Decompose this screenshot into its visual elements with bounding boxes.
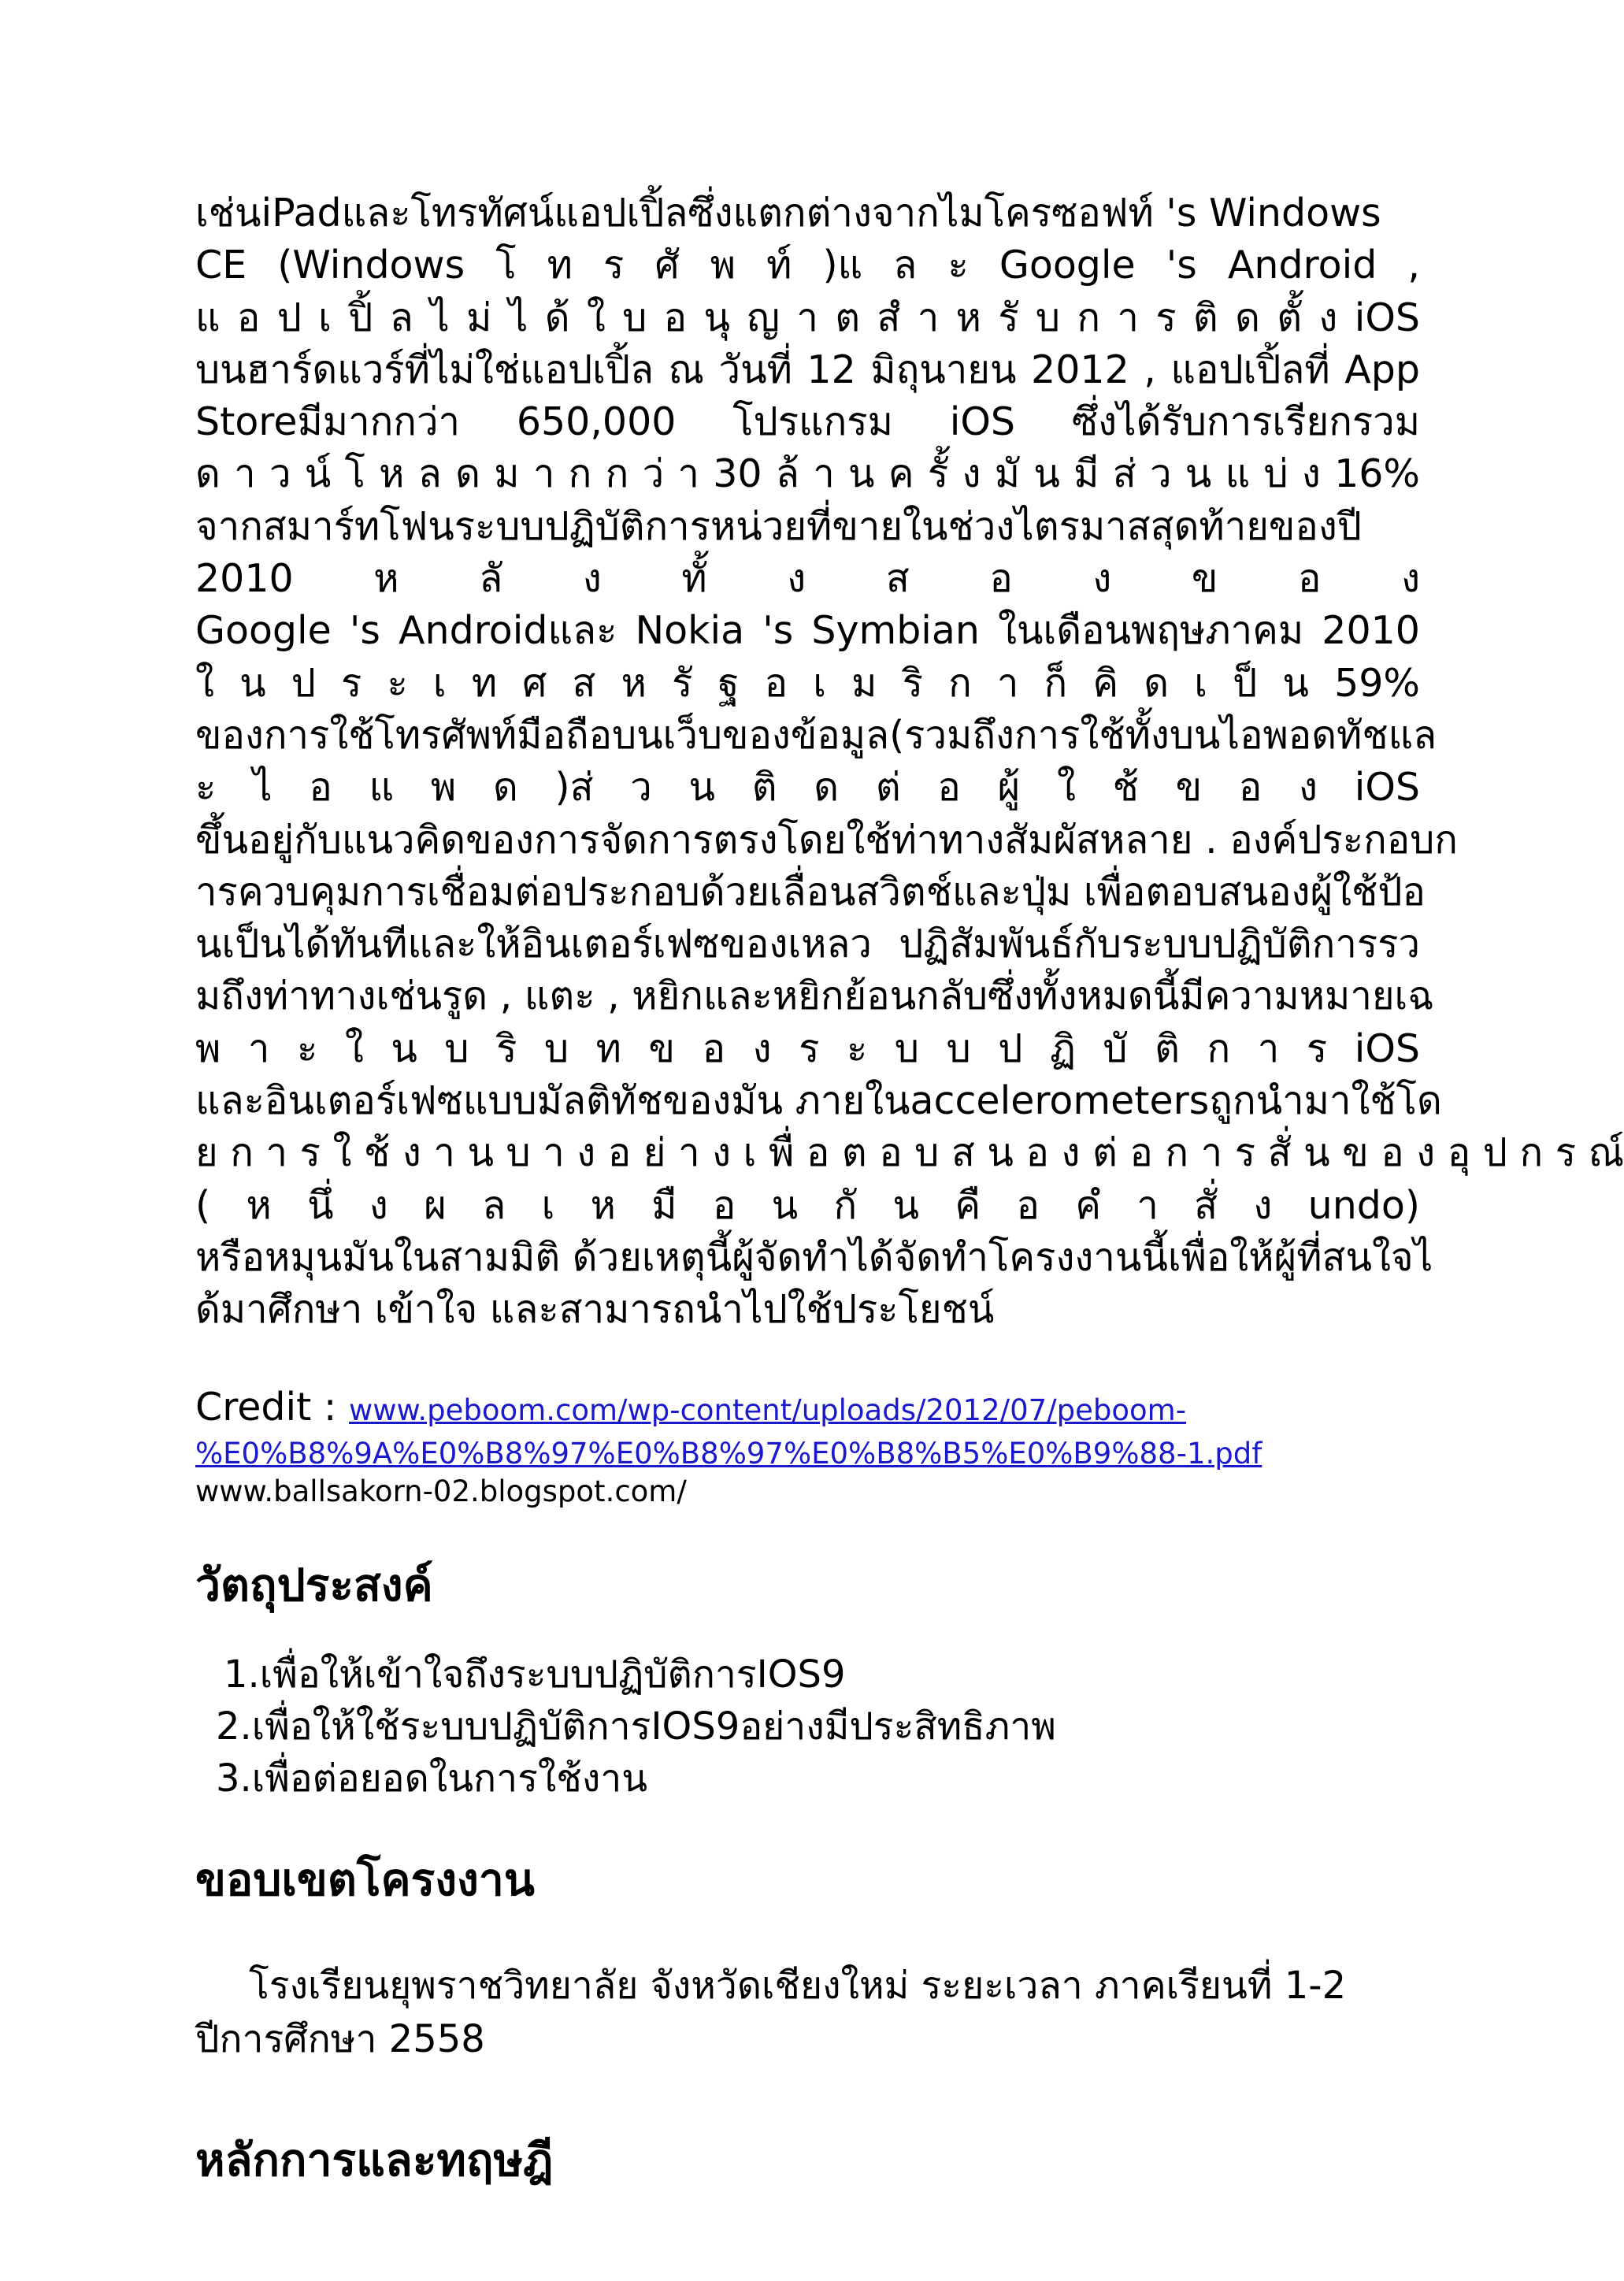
- objective-item: 2.เพื่อให้ใช้ระบบปฏิบัติการIOS9อย่างมีประสิทธิภาพ: [216, 1704, 1056, 1749]
- paragraph-line: ของการใช้โทรศัพท์มือถือบนเว็บของข้อมูล(รวมถึงการใช้ทั้งบนไอพอดทัชแล: [195, 712, 1437, 758]
- intro-paragraph: [195, 187, 1624, 1337]
- paragraph-line: เช่นiPadและโทรทัศน์แอปเปิ้ลซึ่งแตกต่างจากไมโครซอฟท์ 's Windows: [195, 191, 1381, 236]
- credit-line: [195, 1384, 1420, 1434]
- paragraph-line: ารควบคุมการเชื่อมต่อประกอบด้วยเลื่อนสวิตช์และปุ่ม เพื่อตอบสนองผู้ใช้ป้อ: [195, 869, 1426, 914]
- credit-label: Credit :: [195, 1384, 350, 1430]
- paragraph-line: ด า ว น์ โ ห ล ด ม า ก ก ว่ า 30 ล้ า น ค รั้ ง มั น มี ส่ ว น แ บ่ ง 16%: [195, 451, 1420, 497]
- paragraph-line: ย ก า ร ใ ช้ ง า น บ า ง อ ย่ า ง เ พื่ อ ต อ บ ส น อ ง ต่ อ ก า ร สั่ น ข อ ง อุ ป ก ร ณ์: [195, 1130, 1624, 1176]
- paragraph-line: ใ น ป ร ะ เ ท ศ ส ห รั ฐ อ เ ม ริ ก า ก็ คิ ด เ ป็ น 59%: [195, 660, 1420, 706]
- paragraph-line: หรือหมุนมันในสามมิติ ด้วยเหตุนี้ผู้จัดทําได้จัดทําโครงงานนี้เพื่อให้ผู้ที่สนใจไ: [195, 1234, 1433, 1280]
- scope-heading: ขอบเขตโครงงาน: [195, 1853, 535, 1906]
- paragraph-line: ด้มาศึกษา เข้าใจ และสามารถนําไปใช้ประโยชน์: [195, 1287, 995, 1333]
- paragraph-line: พ า ะ ใ น บ ริ บ ท ข อ ง ร ะ บ บ ป ฏิ บั ติ ก า ร iOS: [195, 1026, 1420, 1071]
- credit-source2: www.ballsakorn-02.blogspot.com/: [195, 1474, 687, 1508]
- paragraph-line: บนฮาร์ดแวร์ที่ไม่ใช่แอปเปิ้ล ณ วันที่ 12 มิถุนายน 2012 , แอปเปิ้ลที่ App: [195, 347, 1420, 392]
- paragraph-line: และอินเตอร์เฟซแบบมัลติทัชของมัน ภายในaccelerometersถูกนํามาใช้โด: [195, 1078, 1442, 1124]
- credit-link-part1[interactable]: www.peboom.com/wp-content/uploads/2012/07/peboom-: [349, 1393, 1187, 1427]
- paragraph-line: นเป็นได้ทันทีและให้อินเตอร์เฟซของเหลว ปฏิสัมพันธ์กับระบบปฏิบัติการรว: [195, 922, 1420, 967]
- objectives-list: [195, 1649, 1420, 1804]
- objective-item: 3.เพื่อต่อยอดในการใช้งาน: [216, 1756, 648, 1801]
- credit-section: [195, 1384, 1420, 1510]
- paragraph-line: ( ห นึ่ ง ผ ล เ ห มื อ น กั น คื อ คํ า สั่ ง undo): [195, 1182, 1420, 1228]
- paragraph-line: แ อ ป เ ปิ้ ล ไ ม่ ไ ด้ ใ บ อ นุ ญ า ต สํ า ห รั บ ก า ร ติ ด ตั้ ง iOS: [195, 295, 1420, 340]
- paragraph-line: มถึงท่าทางเช่นรูด , แตะ , หยิกและหยิกย้อนกลับซึ่งทั้งหมดนี้มีความหมายเฉ: [195, 974, 1434, 1019]
- document-page: [195, 187, 1624, 2192]
- paragraph-line: ะ ไ อ แ พ ด )ส่ ว น ติ ด ต่ อ ผู้ ใ ช้ ข อ ง iOS: [195, 765, 1420, 810]
- credit-link-part2[interactable]: %E0%B8%9A%E0%B8%97%E0%B8%97%E0%B8%B5%E0%B9%88-1.pdf: [195, 1436, 1262, 1471]
- paragraph-line: CE (Windows โ ท ร ศั พ ท์ )แ ล ะ Google 's Android ,: [195, 243, 1420, 288]
- scope-line: โรงเรียนยุพราชวิทยาลัย จังหวัดเชียงใหม่ ระยะเวลา ภาคเรียนที่ 1-2: [249, 1963, 1347, 2008]
- objectives-heading: วัตถุประสงค์: [195, 1559, 433, 1612]
- paragraph-line: จากสมาร์ทโฟนระบบปฏิบัติการหน่วยที่ขายในช่วงไตรมาสสุดท้ายของปี: [195, 503, 1362, 549]
- objective-item: 1.เพื่อให้เข้าใจถึงระบบปฏิบัติการIOS9: [224, 1652, 846, 1697]
- paragraph-line: Google 's Androidและ Nokia 's Symbian ในเดือนพฤษภาคม 2010: [195, 608, 1420, 654]
- paragraph-line: Storeมีมากกว่า 650,000 โปรแกรม iOS ซึ่งได้รับการเรียกรวม: [195, 399, 1420, 445]
- paragraph-line: ขึ้นอยู่กับแนวคิดของการจัดการตรงโดยใช้ท่าทางสัมผัสหลาย . องค์ประกอบก: [195, 817, 1458, 862]
- theory-heading: หลักการและทฤษฎี: [195, 2134, 554, 2186]
- scope-line: ปีการศึกษา 2558: [195, 2016, 485, 2061]
- credit-link-line: [195, 1434, 1420, 1474]
- scope-text: [195, 1959, 1420, 2066]
- paragraph-line: 2010 ห ลั ง ทั้ ง ส อ ง ข อ ง: [195, 556, 1420, 602]
